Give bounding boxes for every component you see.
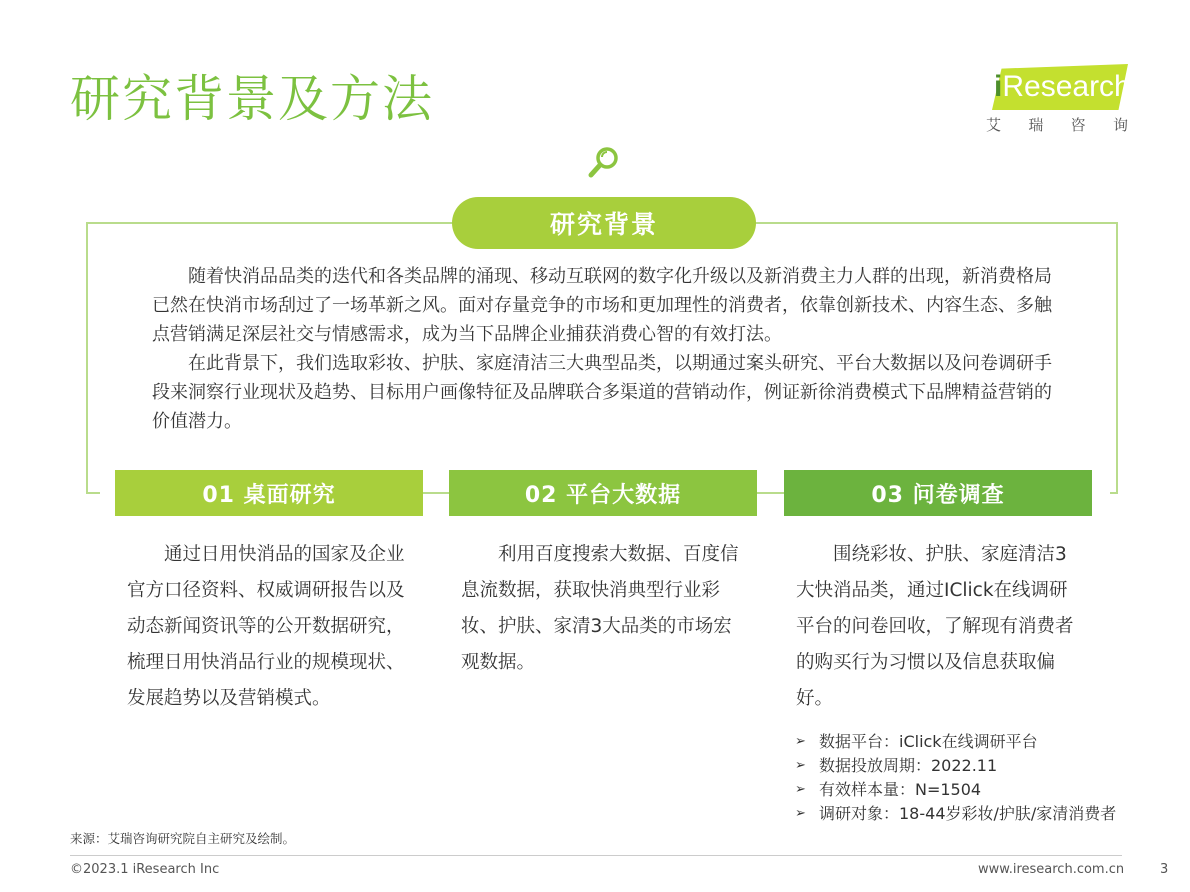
logo-cn-char: 艾 <box>986 116 1002 134</box>
bullet-arrow-icon: ➢ <box>795 758 806 773</box>
method-survey-text <box>796 537 1082 717</box>
page-number: 3 <box>1160 862 1169 877</box>
iresearch-logo <box>986 62 1131 136</box>
method-paragraph: 利用百度搜索大数据、百度信息流数据，获取快消典型行业彩妆、护肤、家清3大品类的市场宏观数据。 <box>461 544 739 673</box>
logo-chinese-name <box>986 116 1128 134</box>
logo-wordmark <box>994 69 1131 105</box>
method-paragraph: 围绕彩妆、护肤、家庭清洁3大快消品类，通过IClick在线调研平台的问卷回收，了解现有消费者的购买行为习惯以及信息获取偏好。 <box>796 544 1074 709</box>
list-item <box>795 778 1155 802</box>
bullet-arrow-icon: ➢ <box>795 782 806 797</box>
logo-cn-char: 询 <box>1112 116 1128 134</box>
logo-i-letter: i <box>994 70 1003 103</box>
background-text <box>152 262 1064 436</box>
background-paragraph: 在此背景下，我们选取彩妆、护肤、家庭清洁三大典型品类，以期通过案头研究、平台大数据以及问卷调研手段来洞察行业现状及趋势、目标用户画像特征及品牌联合多渠道的营销动作，例证新徐消费模式下品牌精益营销的价值潜力。 <box>152 353 1052 432</box>
logo-brand-rest: Research <box>1002 70 1131 103</box>
survey-detail-text: 数据投放周期：2022.11 <box>819 756 998 775</box>
method-desktop-research-header: 01 桌面研究 <box>115 470 423 516</box>
survey-details-list <box>795 730 1155 826</box>
logo-cn-char: 瑞 <box>1028 116 1044 134</box>
source-note: 来源：艾瑞咨询研究院自主研究及绘制。 <box>70 831 296 846</box>
background-heading: 研究背景 <box>452 197 756 249</box>
survey-detail-text: 调研对象：18-44岁彩妆/护肤/家清消费者 <box>819 804 1117 823</box>
list-item <box>795 730 1155 754</box>
bullet-arrow-icon: ➢ <box>795 734 806 749</box>
logo-cn-char: 咨 <box>1070 116 1086 134</box>
background-paragraph: 随着快消品品类的迭代和各类品牌的涌现、移动互联网的数字化升级以及新消费主力人群的出现，新消费格局已然在快消市场刮过了一场革新之风。面对存量竞争的市场和更加理性的消费者，依靠创新技术、内容生态、多触点营销满足深层社交与情感需求，成为当下品牌企业捕获消费心智的有效打法。 <box>152 266 1052 345</box>
method-desktop-research-text <box>127 537 419 717</box>
list-item <box>795 802 1155 826</box>
website-link[interactable]: www.iresearch.com.cn <box>978 862 1125 877</box>
method-survey-header: 03 问卷调查 <box>784 470 1092 516</box>
magnifier-icon <box>586 145 622 181</box>
list-item <box>795 754 1155 778</box>
method-platform-data-text <box>461 537 743 681</box>
footer-divider <box>70 855 1122 856</box>
survey-detail-text: 有效样本量：N=1504 <box>819 780 982 799</box>
frame-gap <box>1090 480 1110 520</box>
bullet-arrow-icon: ➢ <box>795 806 806 821</box>
method-platform-data-header: 02 平台大数据 <box>449 470 757 516</box>
page-title: 研究背景及方法 <box>70 70 434 128</box>
copyright: ©2023.1 iResearch Inc <box>70 862 220 877</box>
survey-detail-text: 数据平台：iClick在线调研平台 <box>819 732 1038 751</box>
method-paragraph: 通过日用快消品的国家及企业官方口径资料、权威调研报告以及动态新闻资讯等的公开数据研究，梳理日用快消品行业的规模现状、发展趋势以及营销模式。 <box>127 544 405 709</box>
